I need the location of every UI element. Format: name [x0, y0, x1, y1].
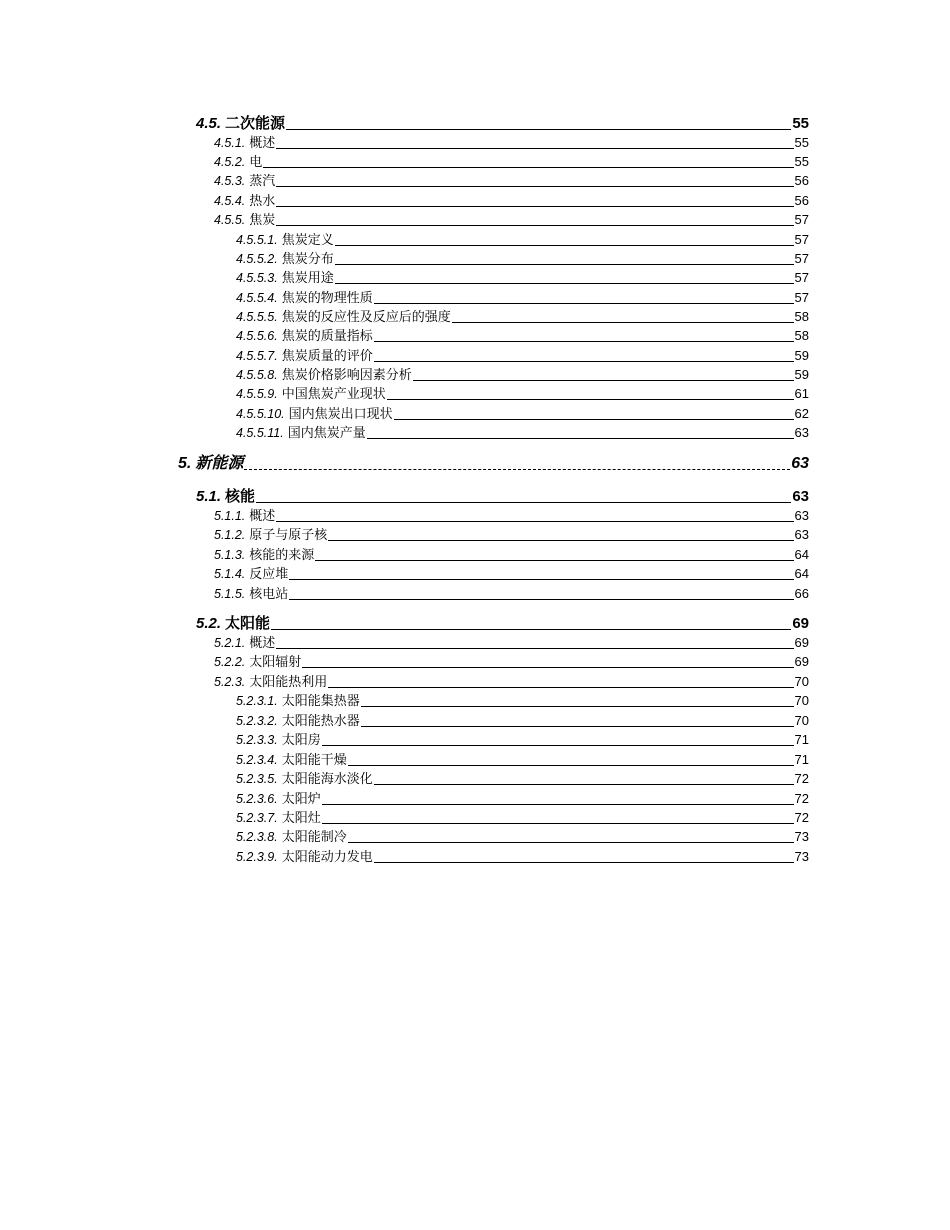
- toc-entry[interactable]: [214, 548, 809, 562]
- toc-entry-number: 4.5.5.7.: [236, 349, 278, 363]
- toc-entry-number: 4.5.5.5.: [236, 310, 278, 324]
- toc-entry-number: 4.5.5.8.: [236, 368, 278, 382]
- toc-entry[interactable]: [236, 830, 809, 844]
- toc-leader-line: [348, 764, 794, 766]
- toc-entry[interactable]: [214, 509, 809, 523]
- toc-entry[interactable]: [236, 792, 809, 806]
- toc-entry-title: 焦炭的反应性及反应后的强度: [281, 309, 451, 324]
- toc-entry-page-number: 55: [794, 154, 809, 169]
- toc-entry-page-number: 57: [794, 251, 809, 266]
- toc-entry-number: 5.1.5.: [214, 587, 246, 601]
- toc-entry-title: 原子与原子核: [249, 527, 328, 542]
- toc-entry-page-number: 56: [794, 173, 809, 188]
- toc-entry-number: 5.1.4.: [214, 567, 246, 581]
- toc-entry[interactable]: [236, 733, 809, 747]
- toc-entry[interactable]: [236, 714, 809, 728]
- toc-leader-line: [374, 861, 794, 863]
- toc-entry-title: 焦炭分布: [281, 251, 334, 266]
- toc-entry-page-number: 63: [791, 455, 809, 472]
- toc-entry-page-number: 55: [792, 115, 809, 132]
- toc-entry-number: 4.5.5.10.: [236, 407, 285, 421]
- toc-entry-number: 5.1.1.: [214, 509, 246, 523]
- toc-entry-title: 概述: [249, 135, 276, 150]
- toc-leader-line: [286, 128, 791, 130]
- toc-leader-line: [328, 686, 793, 688]
- toc-entry[interactable]: [236, 271, 809, 285]
- toc-entry-title: 焦炭用途: [281, 270, 334, 285]
- toc-entry-number: 5.2.3.9.: [236, 850, 278, 864]
- toc-entry[interactable]: [214, 636, 809, 650]
- toc-entry[interactable]: [236, 349, 809, 363]
- toc-leader-line: [452, 321, 794, 323]
- toc-entry-page-number: 70: [794, 674, 809, 689]
- toc-entry-page-number: 61: [794, 386, 809, 401]
- toc-entry-page-number: 70: [794, 693, 809, 708]
- toc-entry[interactable]: [214, 155, 809, 169]
- toc-leader-line: [276, 147, 793, 149]
- toc-leader-line: [263, 166, 793, 168]
- toc-entry-title: 国内焦炭出口现状: [288, 406, 393, 421]
- toc-leader-line: [367, 437, 794, 439]
- toc-entry-number: 5.2.3.: [214, 675, 246, 689]
- toc-leader-line: [374, 340, 794, 342]
- toc-entry-number: 5.2.3.1.: [236, 694, 278, 708]
- toc-entry-title: 概述: [249, 635, 276, 650]
- toc-entry-page-number: 57: [794, 290, 809, 305]
- toc-entry[interactable]: [236, 407, 809, 421]
- toc-leader-line: [374, 360, 794, 362]
- toc-entry-page-number: 59: [794, 348, 809, 363]
- toc-leader-line: [289, 578, 793, 580]
- toc-entry[interactable]: [196, 116, 809, 131]
- toc-leader-line: [271, 628, 791, 630]
- toc-entry-number: 5.2.3.5.: [236, 772, 278, 786]
- toc-entry[interactable]: [236, 233, 809, 247]
- toc-entry-title: 太阳炉: [281, 791, 321, 806]
- toc-leader-line: [361, 725, 794, 727]
- toc-entry[interactable]: [196, 489, 809, 504]
- toc-entry-page-number: 69: [794, 654, 809, 669]
- toc-entry-page-number: 63: [794, 527, 809, 542]
- toc-entry[interactable]: [236, 694, 809, 708]
- toc-entry[interactable]: [236, 252, 809, 266]
- toc-entry[interactable]: [236, 772, 809, 786]
- toc-entry[interactable]: [236, 329, 809, 343]
- toc-entry[interactable]: [178, 456, 809, 472]
- toc-entry-page-number: 72: [794, 810, 809, 825]
- toc-entry[interactable]: [236, 310, 809, 324]
- toc-leader-line: [374, 302, 794, 304]
- toc-entry-page-number: 70: [794, 713, 809, 728]
- toc-entry-number: 4.5.5.4.: [236, 291, 278, 305]
- toc-leader-line: [322, 803, 794, 805]
- toc-entry-title: 焦炭价格影响因素分析: [281, 367, 412, 382]
- toc-entry-number: 4.5.5.: [214, 213, 246, 227]
- toc-entry-title: 焦炭质量的评价: [281, 348, 373, 363]
- toc-entry-page-number: 73: [794, 829, 809, 844]
- toc-entry-title: 焦炭: [249, 212, 276, 227]
- toc-entry-number: 4.5.5.9.: [236, 387, 278, 401]
- toc-entry-page-number: 63: [794, 508, 809, 523]
- toc-entry[interactable]: [236, 426, 809, 440]
- toc-entry-page-number: 57: [794, 270, 809, 285]
- toc-leader-line: [335, 263, 794, 265]
- toc-entry-page-number: 63: [792, 488, 809, 505]
- toc-leader-line: [328, 539, 793, 541]
- toc-leader-line: [322, 744, 794, 746]
- toc-entry-page-number: 73: [794, 849, 809, 864]
- toc-entry-number: 5.2.3.7.: [236, 811, 278, 825]
- toc-entry-page-number: 63: [794, 425, 809, 440]
- toc-entry-title: 太阳能: [225, 615, 271, 632]
- toc-entry-title: 反应堆: [249, 566, 289, 581]
- toc-entry[interactable]: [214, 528, 809, 542]
- toc-entry[interactable]: [236, 368, 809, 382]
- toc-entry-page-number: 55: [794, 135, 809, 150]
- toc-entry-title: 国内焦炭产量: [287, 425, 366, 440]
- toc-entry-number: 5.2.3.8.: [236, 830, 278, 844]
- toc-leader-line: [276, 205, 793, 207]
- toc-leader-line: [276, 520, 793, 522]
- toc-entry[interactable]: [236, 811, 809, 825]
- toc-entry-title: 太阳灶: [281, 810, 321, 825]
- toc-entry-number: 5.: [178, 455, 192, 472]
- toc-entry-number: 5.1.3.: [214, 548, 246, 562]
- toc-entry-page-number: 71: [794, 732, 809, 747]
- toc-entry-title: 太阳能动力发电: [281, 849, 373, 864]
- toc-entry-page-number: 57: [794, 212, 809, 227]
- toc-entry-page-number: 64: [794, 547, 809, 562]
- toc-entry-title: 蒸汽: [249, 173, 276, 188]
- toc-entry-title: 焦炭的质量指标: [281, 328, 373, 343]
- toc-entry-number: 4.5.: [196, 115, 222, 132]
- toc-entry-title: 太阳能热水器: [281, 713, 360, 728]
- toc-entry-page-number: 62: [794, 406, 809, 421]
- toc-entry[interactable]: [236, 850, 809, 864]
- toc-entry[interactable]: [236, 753, 809, 767]
- toc-entry-title: 太阳能热利用: [249, 674, 328, 689]
- toc-entry-number: 4.5.5.2.: [236, 252, 278, 266]
- toc-entry-page-number: 64: [794, 566, 809, 581]
- toc-entry-page-number: 69: [794, 635, 809, 650]
- toc-entry-title: 太阳能制冷: [281, 829, 347, 844]
- toc-leader-line: [387, 398, 794, 400]
- toc-entry-number: 4.5.2.: [214, 155, 246, 169]
- toc-leader-line: [276, 647, 793, 649]
- toc-entry[interactable]: [214, 136, 809, 150]
- toc-leader-line: [361, 705, 794, 707]
- toc-entry[interactable]: [214, 675, 809, 689]
- toc-entry-title: 太阳辐射: [249, 654, 302, 669]
- toc-entry-number: 5.2.3.3.: [236, 733, 278, 747]
- toc-entry-title: 太阳能集热器: [281, 693, 360, 708]
- toc-entry[interactable]: [214, 174, 809, 188]
- toc-entry-number: 4.5.3.: [214, 174, 246, 188]
- toc-leader-line: [244, 468, 790, 470]
- toc-entry-number: 4.5.1.: [214, 136, 246, 150]
- toc-entry-number: 4.5.5.3.: [236, 271, 278, 285]
- toc-entry-number: 5.2.3.4.: [236, 753, 278, 767]
- toc-entry-page-number: 58: [794, 328, 809, 343]
- toc-entry-page-number: 66: [794, 586, 809, 601]
- toc-leader-line: [322, 822, 794, 824]
- toc-entry-page-number: 57: [794, 232, 809, 247]
- toc-entry-number: 5.2.: [196, 615, 222, 632]
- toc-entry-title: 新能源: [195, 455, 244, 472]
- toc-entry-page-number: 56: [794, 193, 809, 208]
- toc-leader-line: [276, 224, 793, 226]
- toc-leader-line: [394, 418, 794, 420]
- toc-entry[interactable]: [214, 655, 809, 669]
- toc-entry[interactable]: [236, 387, 809, 401]
- toc-entry-page-number: 59: [794, 367, 809, 382]
- toc-leader-line: [374, 783, 794, 785]
- toc-entry-number: 5.2.3.2.: [236, 714, 278, 728]
- toc-leader-line: [256, 501, 791, 503]
- toc-entry-number: 5.2.1.: [214, 636, 246, 650]
- toc-leader-line: [302, 666, 793, 668]
- toc-entry-title: 中国焦炭产业现状: [281, 386, 386, 401]
- toc-entry-number: 4.5.5.1.: [236, 233, 278, 247]
- toc-entry-number: 5.2.2.: [214, 655, 246, 669]
- toc-entry-title: 太阳房: [281, 732, 321, 747]
- toc-leader-line: [276, 185, 793, 187]
- toc-entry[interactable]: [214, 587, 809, 601]
- toc-entry[interactable]: [236, 291, 809, 305]
- toc-entry-number: 5.1.: [196, 488, 222, 505]
- toc-entry-number: 4.5.5.11.: [236, 426, 284, 440]
- toc-entry-title: 太阳能干燥: [281, 752, 347, 767]
- toc-entry[interactable]: [214, 567, 809, 581]
- toc-entry[interactable]: [214, 194, 809, 208]
- toc-entry-page-number: 72: [794, 791, 809, 806]
- toc-leader-line: [413, 379, 794, 381]
- toc-entry-page-number: 72: [794, 771, 809, 786]
- toc-entry-title: 太阳能海水淡化: [281, 771, 373, 786]
- toc-entry-title: 焦炭的物理性质: [281, 290, 373, 305]
- toc-entry-number: 5.1.2.: [214, 528, 246, 542]
- toc-entry-page-number: 71: [794, 752, 809, 767]
- toc-entry-page-number: 69: [792, 615, 809, 632]
- toc-entry-number: 4.5.4.: [214, 194, 246, 208]
- toc-entry-number: 5.2.3.6.: [236, 792, 278, 806]
- toc-entry[interactable]: [214, 213, 809, 227]
- toc-entry-title: 焦炭定义: [281, 232, 334, 247]
- toc-entry-page-number: 58: [794, 309, 809, 324]
- toc-leader-line: [335, 244, 794, 246]
- toc-entry-title: 核电站: [249, 586, 289, 601]
- toc-entry-title: 核能的来源: [249, 547, 315, 562]
- toc-entry-number: 4.5.5.6.: [236, 329, 278, 343]
- toc-entry-title: 概述: [249, 508, 276, 523]
- toc-leader-line: [315, 559, 793, 561]
- toc-entry-title: 二次能源: [225, 115, 286, 132]
- toc-entry-title: 热水: [249, 193, 276, 208]
- toc-leader-line: [348, 841, 794, 843]
- toc-leader-line: [335, 282, 794, 284]
- toc-entry[interactable]: [196, 616, 809, 631]
- toc-entry-title: 电: [249, 154, 263, 169]
- toc-entry-title: 核能: [225, 488, 256, 505]
- toc-leader-line: [289, 598, 793, 600]
